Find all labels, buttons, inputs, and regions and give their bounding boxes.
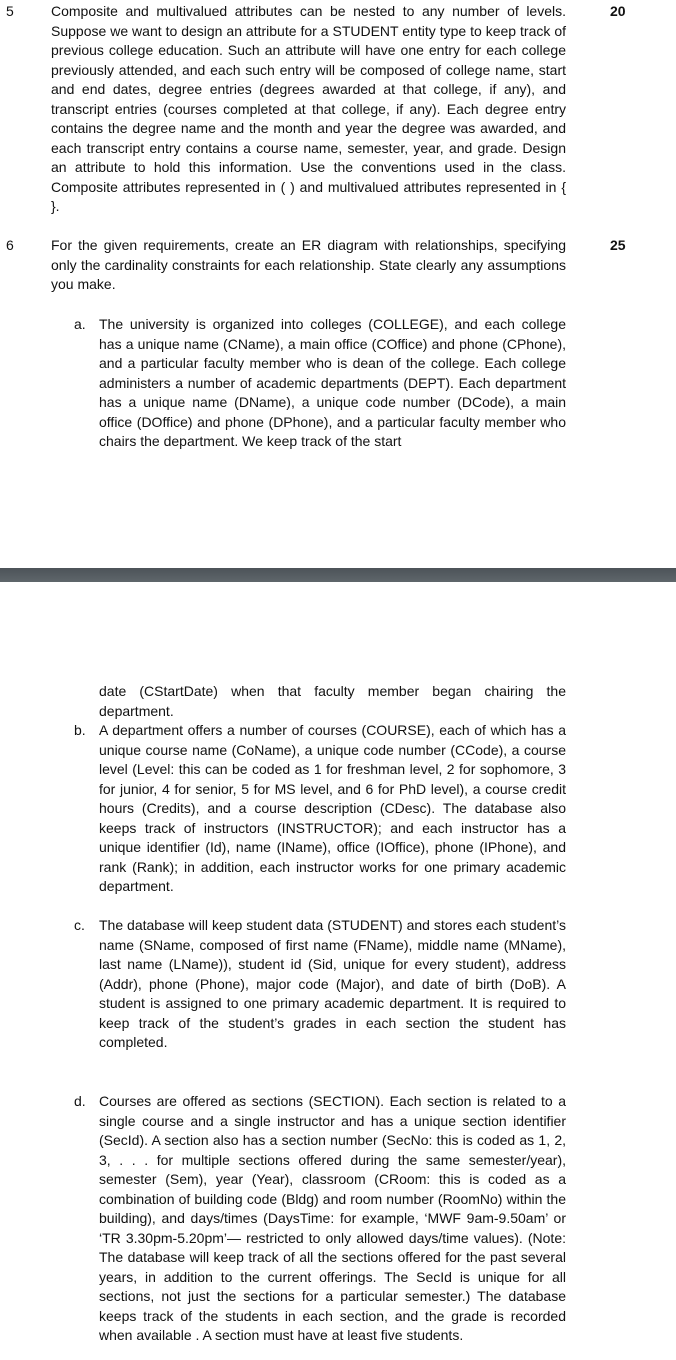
- question-5-number: 5: [6, 3, 14, 19]
- item-c-text: The database will keep student data (STUDENT) and stores each student’s name (SName, composed of first name (FName), middle name (MName), last name (LName)), student id (Sid, unique for every student), address (Addr), phone (Phone), major code (Major), and date of birth (DoB). A student is assigned to one primary academic department. It is required to keep track of the student’s grades in each section the student has completed.: [99, 917, 566, 1050]
- question-5-text: Composite and multivalued attributes can be nested to any number of levels. Suppose we want to design an attribute for a STUDENT entity type to keep track of previous college education. Such an attribute will have one entry for each college previously attended, and each such entry will be composed of college name, start and end dates, degree entries (degrees awarded at that college, if any), and transcript entries (courses completed at that college, if any). Each degree entry contains the degree name and the month and year the degree was awarded, and each transcript entry contains a course name, semester, year, and grade. Design an attribute to hold this information. Use the conventions used in the class. Composite attributes represented in ( ) and multivalued attributes represented in { }.: [51, 3, 566, 214]
- item-a-label: a.: [74, 316, 86, 332]
- item-b-label: b.: [74, 722, 86, 738]
- question-6-number: 6: [6, 237, 14, 253]
- page-divider: [0, 568, 676, 582]
- question-6-text: For the given requirements, create an ER diagram with relationships, specifying only the cardinality constraints for each relationship. State clearly any assumptions you make.: [51, 237, 566, 292]
- item-a-text-part1: The university is organized into colleges (COLLEGE), and each college has a unique name (CName), a main office (COffice) and phone (CPhone), and a particular faculty member who is dean of the college. Each college administers a number of academic departments (DEPT). Each department has a unique name (DName), a unique code number (DCode), a main office (DOffice) and phone (DPhone), and a particular faculty member who chairs the department. We keep track of the start: [99, 316, 566, 449]
- item-a-text-part2: date (CStartDate) when that faculty member began chairing the department.: [99, 683, 566, 719]
- item-c-label: c.: [74, 917, 85, 933]
- question-5-marks: 20: [610, 3, 626, 19]
- item-d-label: d.: [74, 1093, 86, 1109]
- question-6-marks: 25: [610, 237, 626, 253]
- item-d-text: Courses are offered as sections (SECTION). Each section is related to a single course and a single instructor and has a unique section identifier (SecId). A section also has a section number (SecNo: this is coded as 1, 2, 3, . . . for multiple sections offered during the same semester/year), semester (Sem), year (Year), classroom (CRoom: this is coded as a combination of building code (Bldg) and room number (RoomNo) within the building), and days/times (DaysTime: for example, ‘MWF 9am-9.50am’ or ‘TR 3.30pm-5.20pm’— restricted to only allowed days/time values). (Note: The database will keep track of all the sections offered for the past several years, in addition to the current offerings. The SecId is unique for all sections, not just the sections for a particular semester.) The database keeps track of the students in each section, and the grade is recorded when available . A section must have at least five students.: [99, 1093, 566, 1343]
- item-b-text: A department offers a number of courses (COURSE), each of which has a unique course name (CoName), a unique code number (CCode), a course level (Level: this can be coded as 1 for freshman level, 2 for sophomore, 3 for junior, 4 for senior, 5 for MS level, and 6 for PhD level), a course credit hours (Credits), and a course description (CDesc). The database also keeps track of instructors (INSTRUCTOR); and each instructor has a unique identifier (Id), name (IName), office (IOffice), phone (IPhone), and rank (Rank); in addition, each instructor works for one primary academic department.: [99, 722, 566, 894]
